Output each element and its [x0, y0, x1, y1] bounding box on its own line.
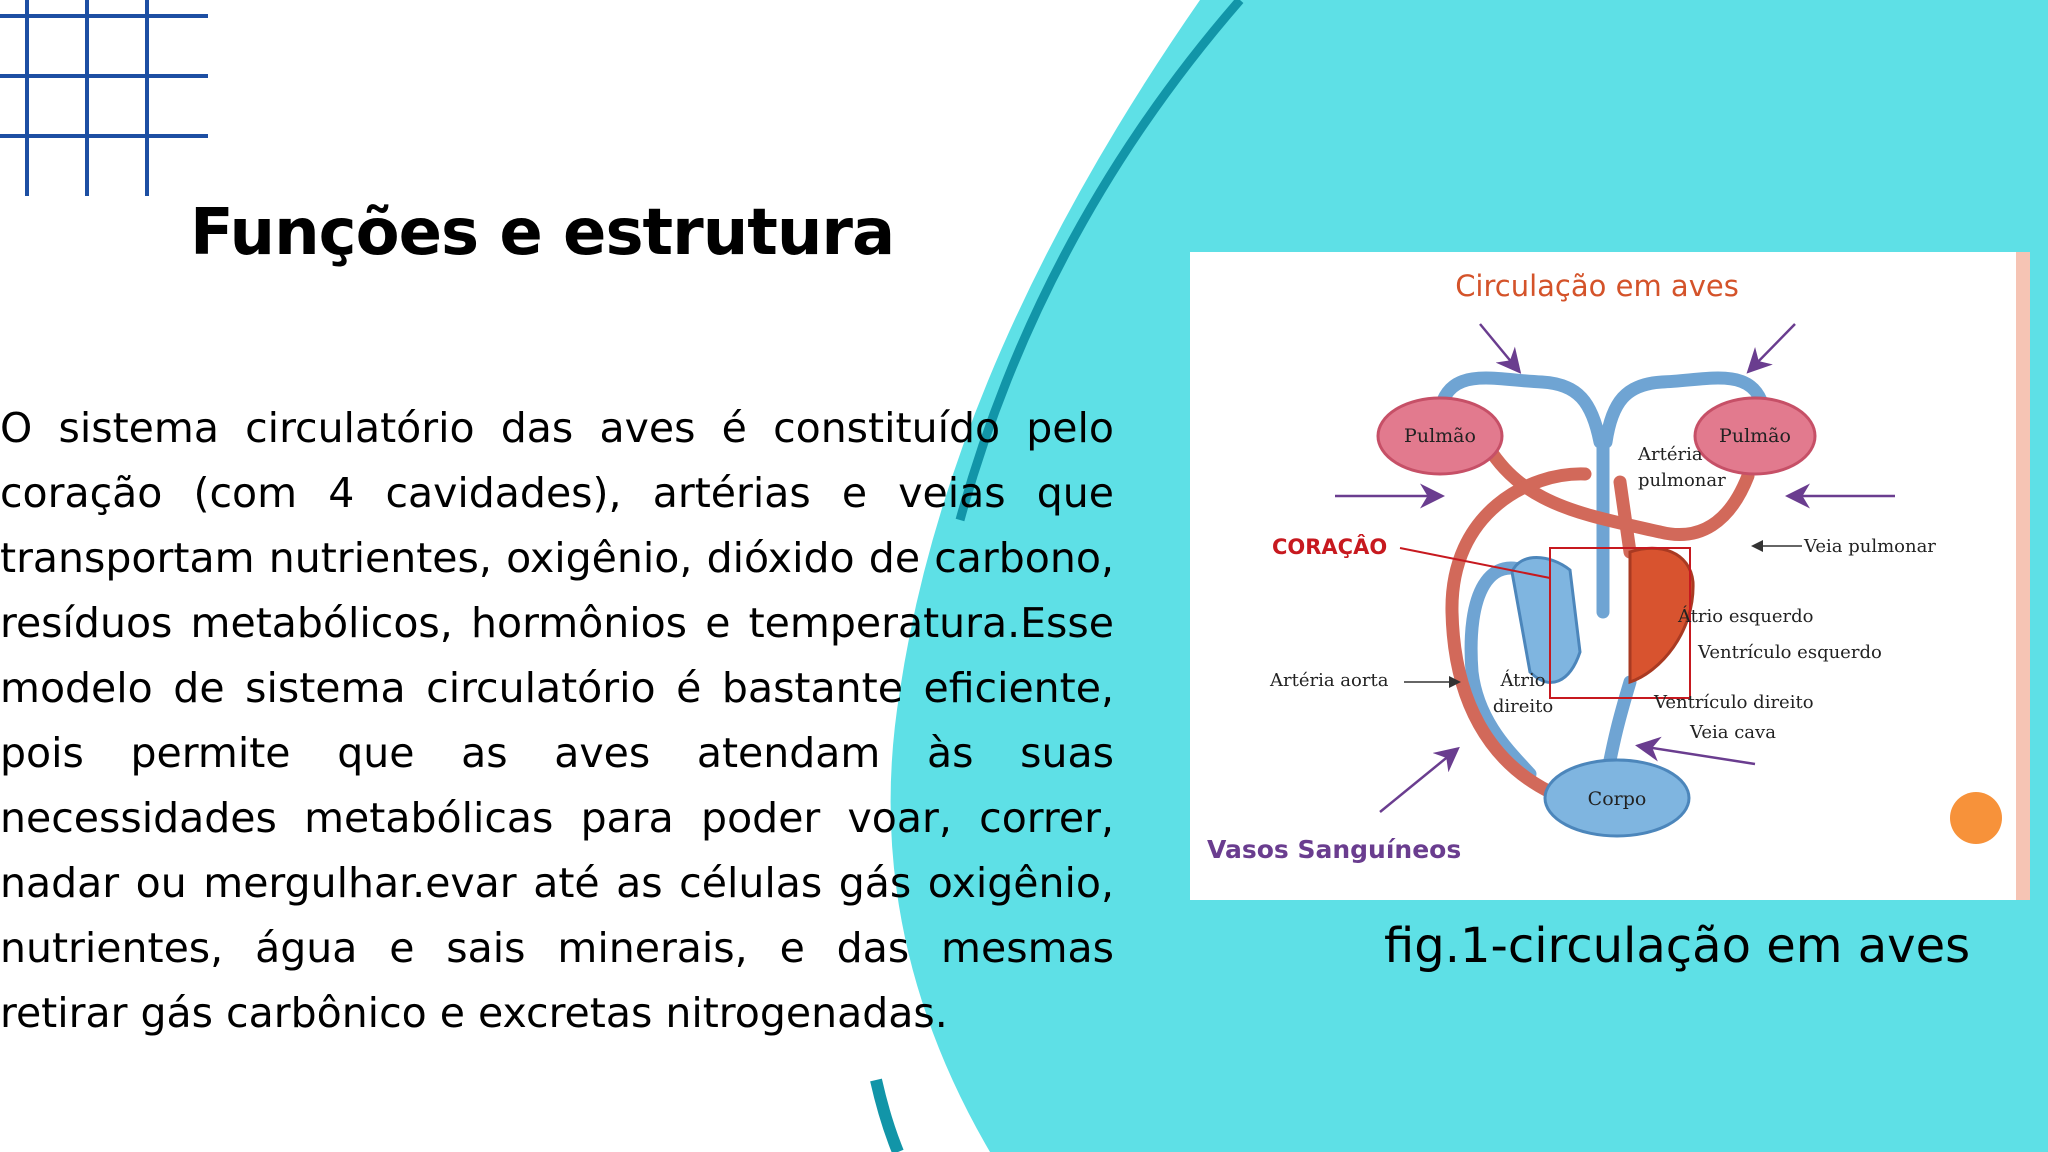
lung-right-label: Pulmão	[1719, 425, 1791, 447]
lung-left-label: Pulmão	[1404, 425, 1476, 447]
figure-caption: fig.1-circulação em aves	[1384, 918, 1971, 974]
pulmonary-artery-label-2: pulmonar	[1638, 470, 1726, 491]
figure-title: Circulação em aves	[1455, 269, 1739, 303]
left-ventricle-label: Ventrículo esquerdo	[1698, 642, 1882, 663]
right-ventricle-label: Ventrículo direito	[1654, 692, 1814, 713]
vessels-label: Vasos Sanguíneos	[1207, 835, 1462, 864]
heart-label: CORAÇÂO	[1272, 535, 1388, 559]
slide-title: Funções e estrutura	[190, 196, 895, 270]
left-atrium-label: Átrio esquerdo	[1678, 606, 1814, 627]
vena-cava-label: Veia cava	[1690, 722, 1776, 743]
grid-decoration-icon	[0, 0, 220, 200]
circulation-diagram	[1190, 252, 2030, 900]
right-atrium-label-2: direito	[1492, 696, 1554, 717]
body-label: Corpo	[1587, 788, 1647, 810]
aorta-label: Artéria aorta	[1270, 670, 1389, 691]
body-paragraph: O sistema circulatório das aves é constituído pelo coração (com 4 cavidades), artérias e veias que transportam nutrientes, oxigênio, dióxido de carbono, resíduos metabólicos, hormônios e temperatura.Esse modelo de sistema circulatório é bastante eficiente, pois permite que as aves atendam às suas necessidades metabólicas para poder voar, correr, nadar ou mergulhar.evar até as células gás oxigênio, nutrientes, água e sais minerais, e das mesmas retirar gás carbônico e excretas nitrogenadas.	[0, 404, 1114, 1037]
orange-dot-icon	[1950, 792, 2002, 844]
teal-arc-bottom	[876, 1080, 898, 1152]
pulmonary-artery-label-1: Artéria	[1638, 444, 1703, 465]
right-atrium-label-1: Átrio	[1500, 670, 1546, 691]
pulmonary-vein-label: Veia pulmonar	[1804, 536, 1936, 557]
